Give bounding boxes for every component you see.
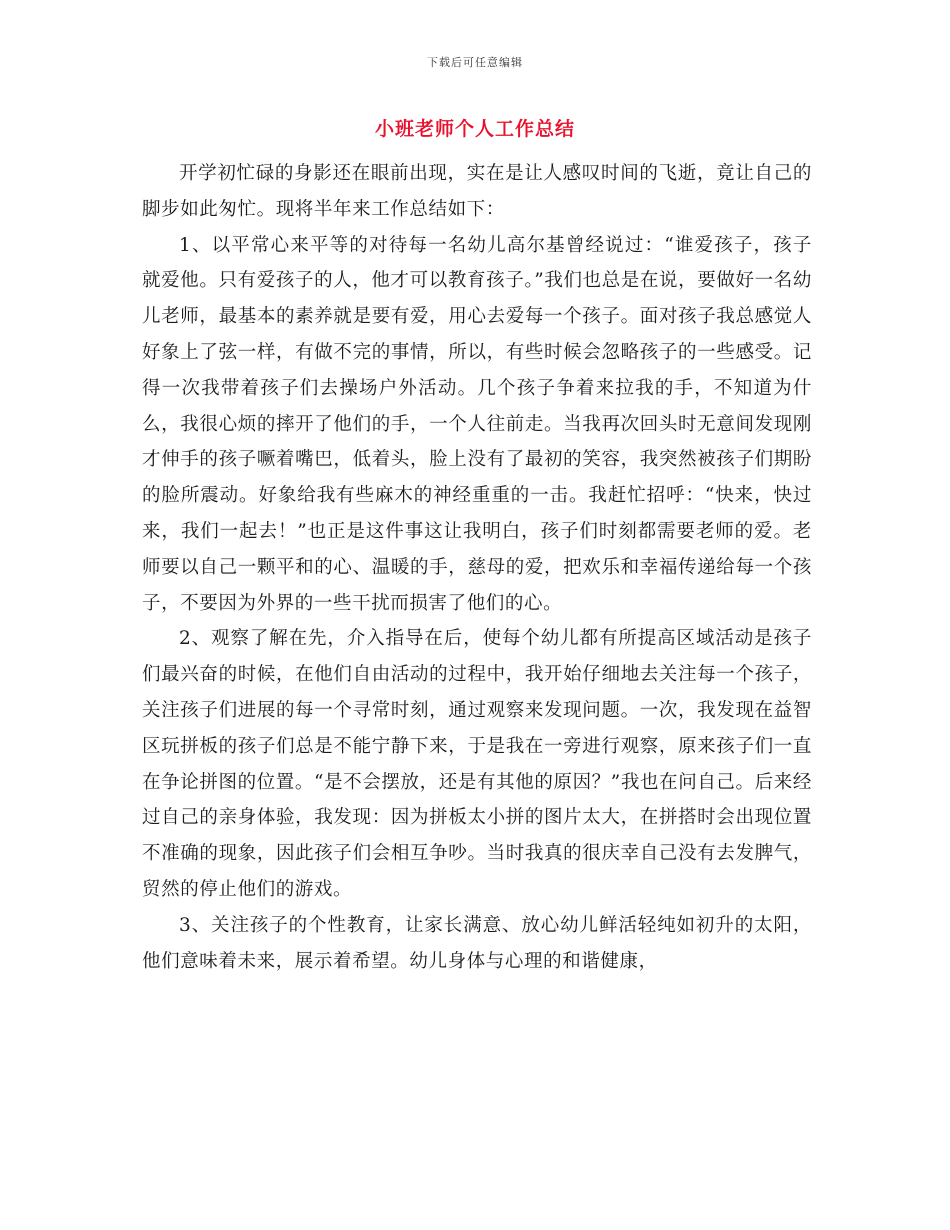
paragraph-1: 1、以平常心来平等的对待每一名幼儿高尔基曾经说过：“谁爱孩子，孩子就爱他。只有爱孩子的人，他才可以教育孩子。”我们也总是在说，要做好一名幼儿老师，最基本的素养就是要有爱，用心去爱每一个孩子。面对孩子我总感觉人好象上了弦一样，有做不完的事情，所以，有些时候会忽略孩子的一些感受。记得一次我带着孩子们去操场户外活动。几个孩子争着来拉我的手，不知道为什么，我很心烦的摔开了他们的手，一个人往前走。当我再次回头时无意间发现刚才伸手的孩子噘着嘴巴，低着头，脸上没有了最初的笑容，我突然被孩子们期盼的脸所震动。好象给我有些麻木的神经重重的一击。我赶忙招呼：“快来，快过来，我们一起去！”也正是这件事这让我明白，孩子们时刻都需要老师的爱。老师要以自己一颗平和的心、温暖的手，慈母的爱，把欢乐和幸福传递给每一个孩子，不要因为外界的一些干扰而损害了他们的心。 bbox=[142, 234, 812, 614]
paragraph-2: 2、观察了解在先，介入指导在后，使每个幼儿都有所提高区域活动是孩子们最兴奋的时候，在他们自由活动的过程中，我开始仔细地去关注每一个孩子，关注孩子们进展的每一个寻常时刻，通过观察来发现问题。一次，我发现在益智区玩拼板的孩子们总是不能宁静下来，于是我在一旁进行观察，原来孩子们一直在争论拼图的位置。“是不会摆放，还是有其他的原因？”我也在问自己。后来经过自己的亲身体验，我发现：因为拼板太小拼的图片太大，在拼搭时会出现位置不准确的现象，因此孩子们会相互争吵。当时我真的很庆幸自己没有去发脾气，贸然的停止他们的游戏。 bbox=[142, 628, 812, 900]
document-title: 小班老师个人工作总结 bbox=[374, 118, 575, 140]
header-note: 下载后可任意编辑 bbox=[427, 56, 523, 69]
document-body bbox=[142, 156, 812, 979]
paragraph-intro: 开学初忙碌的身影还在眼前出现，实在是让人感叹时间的飞逝，竟让自己的脚步如此匆忙。现将半年来工作总结如下： bbox=[142, 163, 812, 220]
paragraph-3: 3、关注孩子的个性教育，让家长满意、放心幼儿鲜活轻纯如初升的太阳，他们意味着未来，展示着希望。幼儿身体与心理的和谐健康， bbox=[142, 914, 812, 972]
